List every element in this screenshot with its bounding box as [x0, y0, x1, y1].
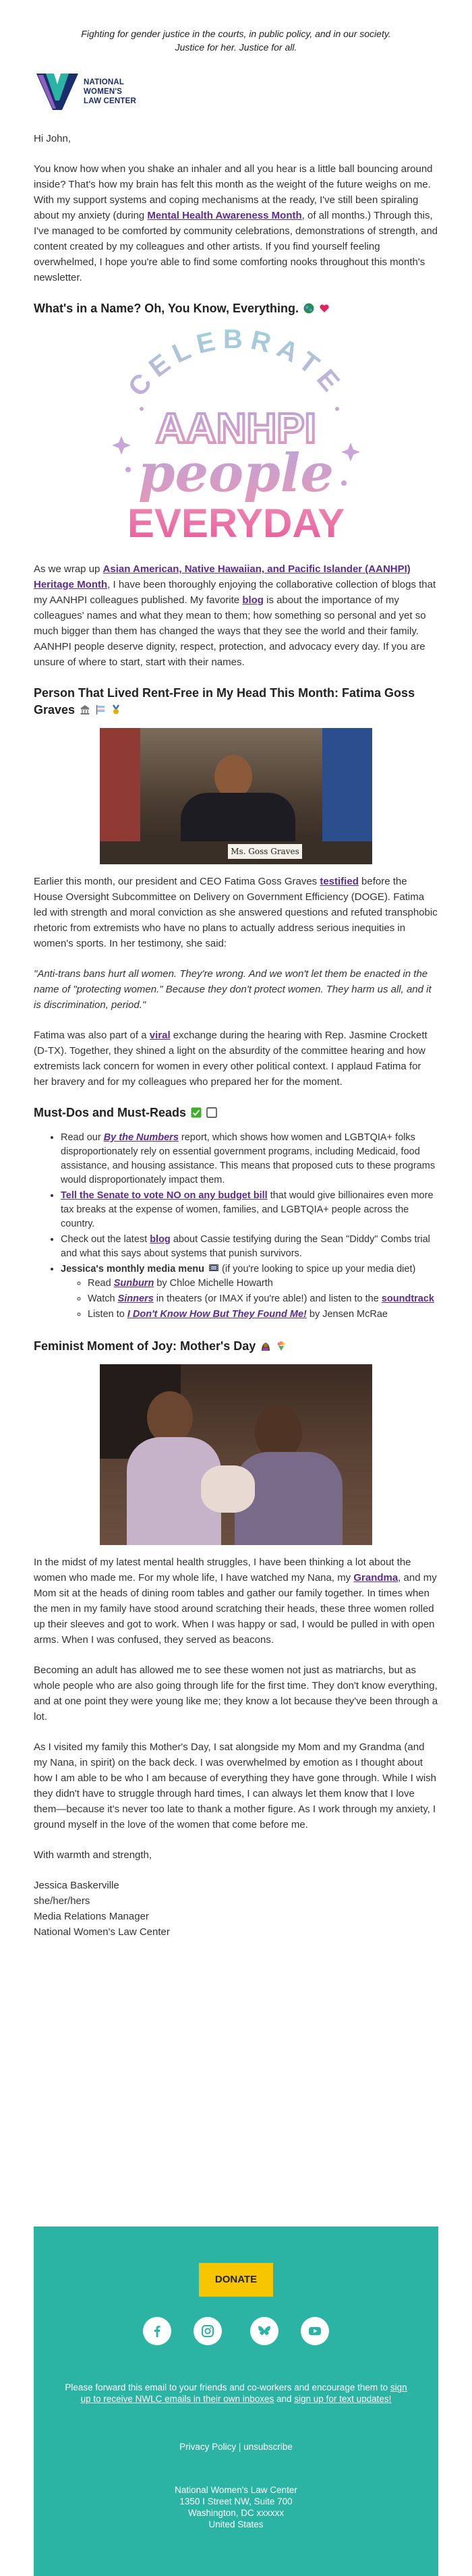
cassie-blog-link[interactable]: blog	[150, 1234, 171, 1245]
section-aanhpi	[0, 285, 472, 670]
fatima-hearing-photo	[100, 728, 372, 864]
film-frames-icon	[208, 1262, 219, 1273]
aanhpi-heritage-month-link[interactable]: Asian American, Native Hawaiian, and Pacific Islander (AANHPI) Heritage Month	[34, 563, 411, 590]
signer-org: National Women's Law Center	[34, 1926, 170, 1938]
list-item	[88, 1277, 438, 1291]
fatima-quote: "Anti-trans bans hurt all women. They're wrong. And we won't let them be enacted in the name of "protecting women." Because they don't protect women. They harm us all, and it is discrimination, period."	[34, 968, 432, 1011]
signer-pronouns: she/her/hers	[34, 1895, 90, 1907]
signer-title: Media Relations Manager	[34, 1911, 149, 1922]
tagline-line1: Fighting for gender justice in the courts, in public policy, and in our society.	[81, 28, 391, 39]
md-text-b: , and my Mom sit at the heads of dining room tables and gather our family together. In times when the men in my family have stood around scratching their heads, these three women rolled up their sleeves and got to work. When I was happy or sad, I would be pulled in with open arms. When I was confused, they served as beacons.	[34, 1572, 437, 1646]
intro-text-a: You know how when you shake an inhaler and all you hear is a little ball bouncing around inside? That's how my brain has felt this month as the weight of the future weighs on me. With my support systems and coping mechanisms at the ready, I've still been spiraling about my anxiety (during	[34, 163, 433, 221]
fatima-paragraph-1	[34, 874, 438, 951]
heart-icon	[319, 303, 330, 314]
list-item	[88, 1292, 438, 1306]
item1-text-b: report, which shows how women and LGBTQIA+ folks disproportionately rely on essential government programs, including Medicaid, food assistance, and housing assistance. This means that proposed cuts to these programs would disproportionately impact them.	[61, 1132, 436, 1185]
section-fatima-heading	[34, 685, 438, 719]
section-must-dos	[0, 1090, 472, 1322]
logo-line2: WOMEN'S	[84, 88, 123, 96]
graphic-everyday: EVERYDAY	[127, 501, 345, 546]
item1-text-a: Read our	[61, 1132, 104, 1143]
instagram-icon	[201, 2324, 214, 2338]
viral-link[interactable]: viral	[149, 1030, 171, 1041]
aanhpi-graphic-art	[94, 328, 378, 551]
aanhpi-blog-link[interactable]: blog	[242, 594, 264, 606]
i-dont-know-how-link[interactable]: I Don't Know How But They Found Me!	[127, 1309, 307, 1320]
logo-line3: LAW CENTER	[84, 97, 137, 105]
must-dos-list	[34, 1131, 438, 1322]
bouquet-icon	[276, 1341, 287, 1351]
testified-link[interactable]: testified	[320, 876, 359, 887]
forward-message	[61, 2382, 411, 2405]
list-item	[61, 1233, 438, 1261]
address-line4: United States	[208, 2519, 264, 2529]
list-item	[61, 1131, 438, 1187]
greeting: Hi John,	[34, 133, 71, 144]
photo-face-1	[147, 1391, 193, 1444]
classical-building-icon	[80, 704, 90, 715]
graphic-celebrate: CELEBRATE	[122, 328, 350, 402]
transgender-flag-icon	[95, 704, 106, 715]
mothers-day-family-photo	[100, 1364, 372, 1545]
bluesky-icon	[258, 2324, 271, 2338]
address-line1: National Women's Law Center	[175, 2485, 297, 2495]
instagram-link[interactable]	[194, 2317, 222, 2345]
forward-text-a: Please forward this email to your friends and co-workers and encourage them to	[65, 2382, 390, 2392]
globe-icon	[303, 303, 314, 314]
youtube-icon	[308, 2324, 322, 2338]
item3-text-b: about Cassie testifying during the Sean "Diddy" Combs trial and what this says about systems that punish survivors.	[61, 1234, 430, 1259]
empty-checkbox-icon	[206, 1107, 217, 1118]
signup-text-updates-link[interactable]: sign up for text updates!	[294, 2394, 392, 2404]
nwlc-logo[interactable]	[34, 54, 438, 115]
graphic-aanhpi: AANHPI	[156, 405, 316, 452]
aanhpi-text-a: As we wrap up	[34, 563, 103, 575]
list-item	[61, 1189, 438, 1231]
youtube-link[interactable]	[301, 2317, 329, 2345]
list-item	[61, 1262, 438, 1322]
donate-button[interactable]: DONATE	[199, 2263, 273, 2297]
signoff	[0, 1832, 472, 1940]
footer-legal-links	[61, 2441, 411, 2453]
item2-text: that would give billionaires even more tax breaks at the expense of women, families, and LGBTQIA+ people across the country.	[61, 1190, 434, 1229]
photo-baby	[201, 1465, 255, 1513]
mailing-address	[61, 2484, 411, 2530]
intro-paragraph	[34, 161, 438, 285]
signup-emails-link[interactable]: sign up to receive NWLC emails in their own inboxes	[80, 2382, 407, 2404]
sub2-text-a: Watch	[88, 1293, 118, 1304]
check-mark-icon	[191, 1107, 202, 1118]
closing: With warmth and strength,	[34, 1849, 152, 1861]
media-menu-suffix: (if you're looking to spice up your media diet)	[219, 1264, 416, 1275]
bluesky-link[interactable]	[250, 2317, 278, 2345]
email-header	[0, 0, 472, 115]
signer-name: Jessica Baskerville	[34, 1880, 119, 1891]
fatima-text-b: before the House Oversight Subcommittee on Delivery on Government Efficiency (DOGE). Fatima led with strength and moral conviction as she answered questions and refuted transphobic rhetoric from extremists who have no plans to actually address serious inequities in women's sports. In her testimony, she said:	[34, 876, 438, 949]
mothers-day-paragraph-3: As I visited my family this Mother's Day, I sat alongside my Mom and my Grandma (and my Nana, in spirit) on the back deck. I was overwhelmed by emotion as I thought about how I am able to be who I am because of everything they have gone through. While I wish they didn't have to struggle through hard times, I can always let them know that I love them—because it's never too late to thank a mother figure. As I work through my anxiety, I ground myself in the love of the women that come before me.	[34, 1741, 437, 1830]
tagline-line2: Justice for her. Justice for all.	[175, 42, 297, 53]
md-text-a: In the midst of my latest mental health struggles, I have been thinking a lot about the women who made me. For my whole life, I have watched my Nana, my	[34, 1557, 411, 1584]
nwlc-logo-mark-icon	[34, 72, 81, 111]
tagline	[34, 0, 438, 54]
sub2-text-b: in theaters (or IMAX if you're able!) and listen to the	[153, 1293, 382, 1304]
grandma-link[interactable]: Grandma	[353, 1572, 399, 1584]
section-fatima	[0, 670, 472, 1090]
intro	[0, 115, 472, 285]
logo-line1: NATIONAL	[84, 78, 125, 86]
photo-face	[214, 755, 252, 798]
email-footer	[34, 2227, 438, 2576]
legal-separator: |	[236, 2442, 244, 2452]
address-line3: Washington, DC xxxxxx	[187, 2508, 285, 2518]
sub1-text-b: by Chloe Michelle Howarth	[154, 1278, 273, 1289]
section-aanhpi-heading	[34, 300, 438, 317]
mothers-day-paragraph-1	[34, 1555, 438, 1648]
by-the-numbers-link[interactable]: By the Numbers	[103, 1132, 179, 1143]
mothers-day-paragraph-2: Becoming an adult has allowed me to see these women not just as matriarchs, but as whole people who are also going through life for the first time. They don't know everything, and at one point they were young like me; they know a lot because they've been through a lot.	[34, 1664, 438, 1723]
address-line2: 1350 I Street NW, Suite 700	[179, 2496, 293, 2507]
section-must-dos-heading-text: Must-Dos and Must-Reads	[34, 1106, 187, 1119]
section-mothers-day	[0, 1323, 472, 1832]
section-fatima-heading-text: Person That Lived Rent-Free in My Head This Month: Fatima Goss Graves	[34, 686, 415, 717]
tell-the-senate-link[interactable]: Tell the Senate to vote NO on any budget bill	[61, 1190, 268, 1201]
facebook-link[interactable]	[143, 2317, 171, 2345]
logo-wordmark	[84, 78, 136, 106]
privacy-policy-link[interactable]: Privacy Policy	[179, 2442, 237, 2452]
sports-medal-icon	[111, 704, 121, 715]
unsubscribe-link[interactable]: unsubscribe	[243, 2442, 293, 2452]
media-menu-sublist	[61, 1277, 438, 1322]
section-must-dos-heading	[34, 1104, 438, 1121]
media-menu-label: Jessica's monthly media menu	[61, 1264, 204, 1275]
woman-icon	[260, 1341, 271, 1351]
sub3-text-b: by Jensen McRae	[306, 1309, 388, 1320]
aanhpi-paragraph	[34, 561, 438, 670]
fatima-text-c: Fatima was also part of a	[34, 1030, 150, 1041]
item3-text-a: Check out the latest	[61, 1234, 150, 1245]
section-mothers-day-heading	[34, 1338, 438, 1355]
graphic-people: people	[138, 443, 334, 504]
facebook-icon	[150, 2324, 164, 2338]
fatima-text-d: exchange during the hearing with Rep. Jasmine Crockett (D-TX). Together, they shined a light on the absurdity of the committee hearing and how extremists lack concern for women in every other political context. I applaud Fatima for her bravery and for my colleagues who prepared her for the moment.	[34, 1030, 427, 1088]
aanhpi-text-b: , I have been thoroughly enjoying the collaborative collection of blogs that my AANHPI colleagues published. My favorite	[34, 579, 436, 606]
fatima-paragraph-2	[34, 1028, 438, 1090]
aanhpi-graphic	[94, 328, 378, 551]
sub1-text-a: Read	[88, 1278, 114, 1289]
sunburn-link[interactable]: Sunburn	[113, 1278, 154, 1289]
forward-text-b: and	[274, 2394, 295, 2404]
intro-text-b: , of all months.) Through this, I've managed to be comforted by community celebrations, demonstrations of strength, and content created by my colleagues and other artists. If you find yourself feeling overwhelmed, I hope you're able to find some comforting nooks throughout this month's newsletter.	[34, 210, 438, 283]
sub3-text-a: Listen to	[88, 1309, 127, 1320]
section-aanhpi-heading-text: What's in a Name? Oh, You Know, Everything.	[34, 302, 299, 315]
sinners-link[interactable]: Sinners	[117, 1293, 154, 1304]
soundtrack-link[interactable]: soundtrack	[381, 1293, 434, 1304]
nameplate: Ms. Goss Graves	[228, 844, 302, 859]
aanhpi-text-c: is about the importance of my colleagues' names and what they mean to them; how something so personal and yet so much bigger than them has changed the ways that they see the world and their family. AANHPI people deserve dignity, respect, protection, and advocacy every day. If you are unsure of where to start, start with their names.	[34, 594, 426, 668]
list-item	[88, 1308, 438, 1322]
mental-health-link[interactable]: Mental Health Awareness Month	[147, 210, 302, 221]
fatima-text-a: Earlier this month, our president and CEO Fatima Goss Graves	[34, 876, 320, 887]
section-mothers-day-heading-text: Feminist Moment of Joy: Mother's Day	[34, 1339, 256, 1353]
